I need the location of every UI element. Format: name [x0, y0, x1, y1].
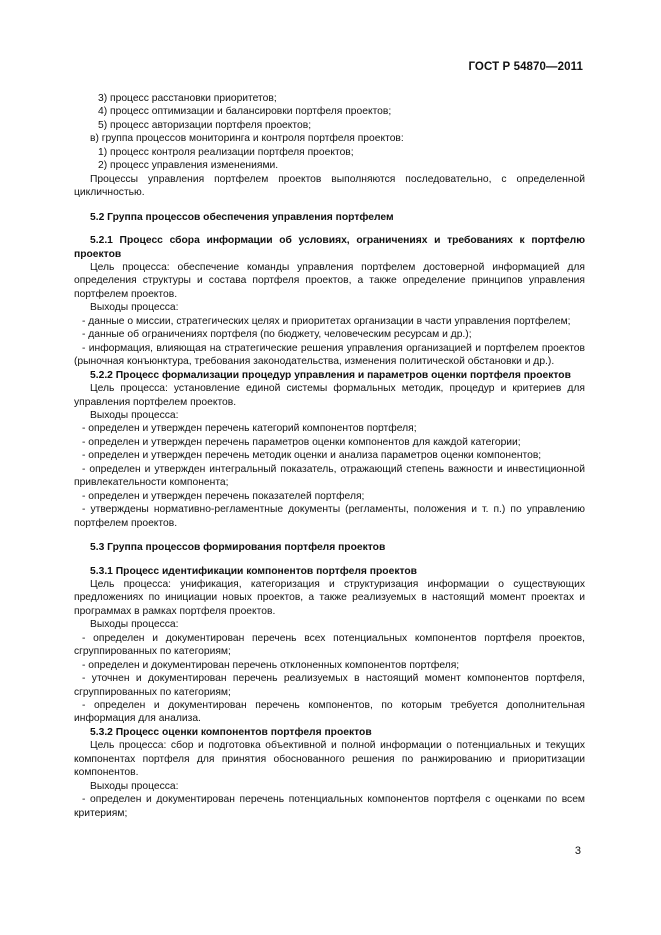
list-item: - определен и документирован перечень всех потенциальных компонентов портфеля проектов, сгруппированных по категориям; — [74, 632, 585, 658]
list-item: - определен и утвержден перечень параметров оценки компонентов для каждой категории; — [82, 436, 521, 448]
list-item: 4) процесс оптимизации и балансировки портфеля проектов; — [98, 106, 392, 118]
outputs-label: Выходы процесса: — [90, 619, 179, 631]
list-item: - определен и документирован перечень отклоненных компонентов портфеля; — [82, 659, 460, 671]
paragraph: Цель процесса: обеспечение команды управления портфелем достоверной информацией для определения структуры и состава портфеля проектов, а также определение принципов управления портфелем проектов. — [74, 261, 585, 300]
subsection-heading: 5.3.2 Процесс оценки компонентов портфеля проектов — [90, 726, 372, 738]
document-body — [74, 92, 585, 820]
list-item: 1) процесс контроля реализации портфеля проектов; — [98, 146, 354, 158]
subsection-heading: 5.2.1 Процесс сбора информации об условиях, ограничениях и требованиях к портфелю проектов — [74, 235, 585, 260]
document-code-header: ГОСТ Р 54870—2011 — [468, 61, 583, 73]
list-item: 5) процесс авторизации портфеля проектов; — [98, 119, 312, 131]
paragraph: Цель процесса: унификация, категоризация и структуризация информации о существующих предложениях по инициации новых проектов, а также реализуемых в настоящий момент проектах и программах в рамках портфеля проектов. — [74, 578, 585, 617]
paragraph: Цель процесса: установление единой системы формальных методик, процедур и критериев для управления портфелем проектов. — [74, 383, 585, 408]
list-item: - определен и утвержден перечень показателей портфеля; — [82, 490, 365, 502]
page-number: 3 — [574, 845, 581, 857]
list-item: - определен и документирован перечень компонентов, по которым требуется дополнительная информация для анализа. — [74, 700, 585, 725]
list-item: 3) процесс расстановки приоритетов; — [98, 93, 277, 104]
section-heading: 5.2 Группа процессов обеспечения управления портфелем — [90, 211, 394, 223]
outputs-label: Выходы процесса: — [90, 302, 179, 314]
subsection-heading: 5.2.2 Процесс формализации процедур управления и параметров оценки портфеля проектов — [90, 369, 571, 381]
list-item: - утверждены нормативно-регламентные документы (регламенты, положения и т. п.) по управлению портфелем проектов. — [74, 504, 585, 529]
list-item: - данные о миссии, стратегических целях и приоритетах организации в части управления портфелем; — [82, 315, 571, 327]
paragraph: Цель процесса: сбор и подготовка объективной и полной информации о потенциальных и текущих компонентах портфеля для принятия обоснованного решения по ранжированию и приоритизации компонентов. — [74, 740, 585, 779]
list-item: - определен и утвержден перечень категорий компонентов портфеля; — [82, 423, 417, 435]
list-item: - определен и утвержден интегральный показатель, отражающий степень важности и инвестиционной привлекательности компонента; — [74, 463, 585, 489]
list-item: - уточнен и документирован перечень реализуемых в настоящий момент компонентов портфеля, сгруппированных по категориям; — [74, 673, 585, 698]
list-item: - данные об ограничениях портфеля (по бюджету, человеческим ресурсам и др.); — [82, 329, 472, 341]
section-heading: 5.3 Группа процессов формирования портфеля проектов — [90, 542, 386, 554]
list-item: в) группа процессов мониторинга и контроля портфеля проектов: — [90, 133, 404, 145]
paragraph: Процессы управления портфелем проектов выполняются последовательно, с определенной цикличностью. — [74, 173, 585, 199]
list-item: - информация, влияющая на стратегические решения управления организацией и портфелем проектов (рыночная конъюнктура, требования законодательства, изменения политической обстановки и др.). — [74, 342, 585, 368]
list-item: - определен и документирован перечень потенциальных компонентов портфеля с оценками по всем критериям; — [74, 794, 585, 819]
outputs-label: Выходы процесса: — [90, 780, 179, 792]
outputs-label: Выходы процесса: — [90, 409, 179, 421]
list-item: 2) процесс управления изменениями. — [98, 160, 279, 172]
list-item: - определен и утвержден перечень методик оценки и анализа параметров оценки компонентов; — [82, 450, 542, 462]
subsection-heading: 5.3.1 Процесс идентификации компонентов портфеля проектов — [90, 565, 418, 577]
